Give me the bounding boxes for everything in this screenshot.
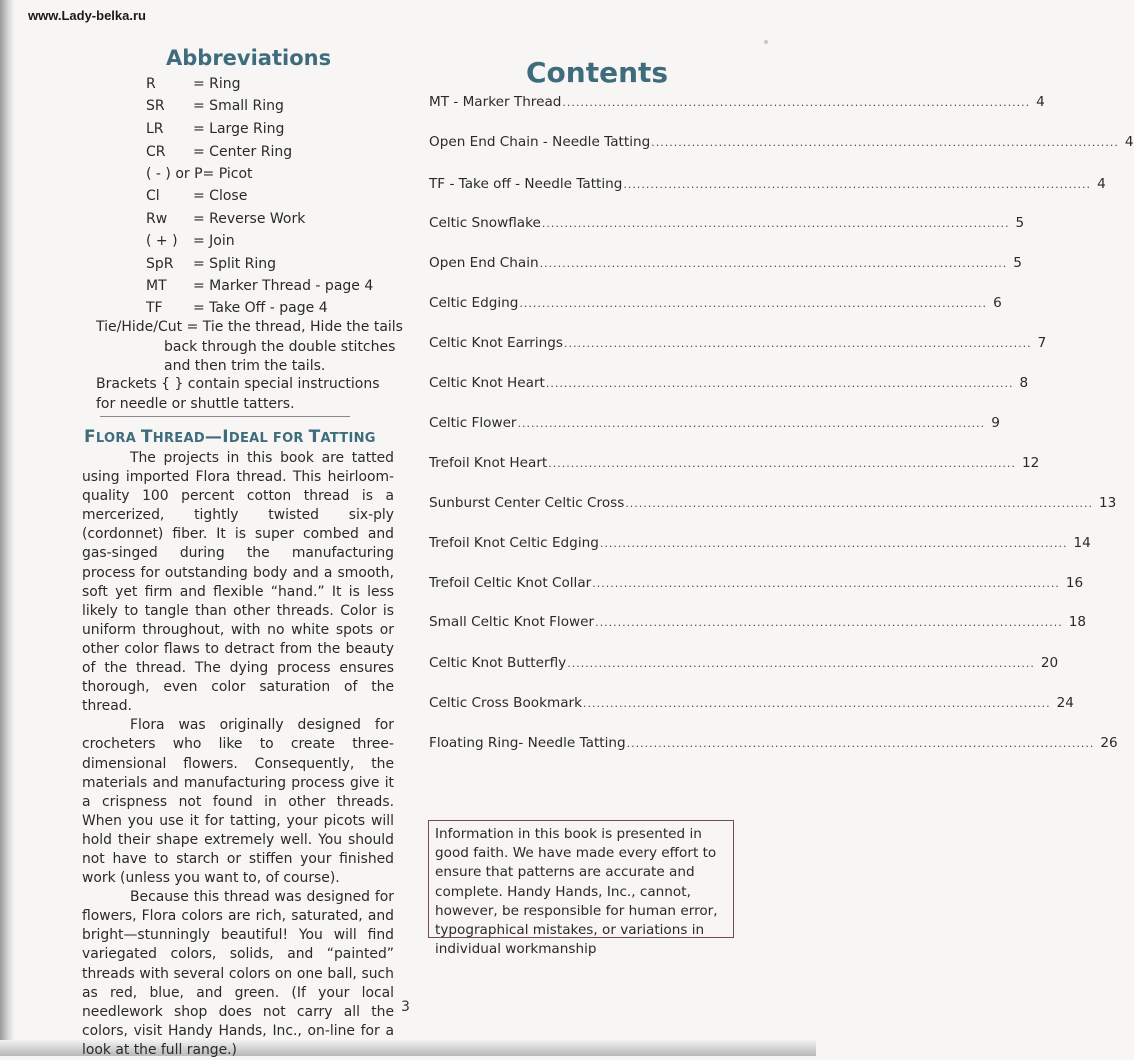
toc-leader-dots: ........................................................................................................: [625, 497, 1093, 510]
abbreviation-row: [146, 233, 235, 255]
toc-entry: [429, 134, 1134, 156]
toc-entry: [429, 255, 1022, 277]
flora-thread-body: [82, 449, 394, 1060]
tie-line: back through the double stitches: [164, 338, 396, 355]
abbreviation-code: CR: [146, 144, 166, 160]
toc-entry: [429, 695, 1074, 717]
tie-line: and then trim the tails.: [164, 358, 326, 374]
toc-entry-title: Celtic Snowflake: [429, 215, 541, 231]
abbreviation-row: [146, 98, 284, 120]
toc-leader-dots: ........................................................................................................: [562, 96, 1031, 109]
section-divider: [100, 416, 350, 417]
toc-entry-page: 24: [1056, 695, 1074, 711]
toc-entry: [429, 735, 1118, 757]
toc-leader-dots: ........................................................................................................: [623, 178, 1092, 191]
toc-entry-page: 4: [1036, 94, 1045, 110]
toc-leader-dots: ........................................................................................................: [541, 217, 1010, 230]
toc-entry-page: 16: [1065, 575, 1084, 591]
abbreviation-row: [146, 278, 373, 300]
abbreviation-meaning: = Reverse Work: [193, 211, 306, 227]
abbreviation-meaning: Picot: [218, 166, 253, 182]
toc-entry-title: Celtic Knot Earrings: [429, 335, 563, 351]
flora-thread-heading: [84, 427, 376, 447]
abbreviation-row: [146, 166, 253, 188]
abbreviation-meaning: = Take Off - page 4: [193, 300, 328, 316]
toc-entry-page: 13: [1098, 495, 1117, 511]
toc-entry-page: 8: [1019, 375, 1029, 391]
heading-part: DEAL FOR: [228, 431, 309, 446]
toc-leader-dots: ........................................................................................................: [517, 417, 986, 430]
abbreviation-row: [146, 76, 241, 98]
abbreviation-meaning: = Join: [193, 233, 235, 249]
toc-entry-page: 4: [1124, 134, 1134, 150]
toc-entry: [429, 335, 1047, 357]
abbreviation-code: ( + ): [146, 233, 178, 249]
toc-entry-page: 5: [1015, 215, 1025, 231]
toc-entry-title: Celtic Knot Butterfly: [429, 655, 567, 671]
toc-entry: [429, 215, 1025, 237]
toc-entry-title: Celtic Flower: [429, 415, 517, 431]
heading-part: ATTING: [320, 431, 376, 446]
abbreviation-code: TF: [146, 300, 163, 316]
abbreviation-row: [146, 188, 247, 210]
toc-entry-title: Celtic Edging: [429, 295, 519, 311]
abbreviation-code: Rw: [146, 211, 168, 227]
watermark-url: www.Lady-belka.ru: [28, 8, 146, 23]
page-number: 3: [401, 999, 410, 1015]
toc-leader-dots: ........................................................................................................: [592, 577, 1060, 590]
toc-leader-dots: ........................................................................................................: [564, 337, 1032, 350]
abbreviation-code: LR: [146, 121, 164, 137]
abbreviation-meaning: = Ring: [193, 76, 241, 92]
toc-leader-dots: ........................................................................................................: [651, 136, 1119, 149]
tie-line: Tie/Hide/Cut = Tie the thread, Hide the tails: [96, 319, 403, 335]
toc-entry-page: 4: [1097, 176, 1106, 192]
toc-leader-dots: ........................................................................................................: [567, 657, 1035, 670]
abbreviation-code: R: [146, 76, 156, 92]
heading-part: F: [84, 427, 96, 447]
toc-entry-title: MT - Marker Thread: [429, 94, 562, 110]
abbreviation-meaning: = Close: [193, 188, 248, 204]
toc-leader-dots: ........................................................................................................: [548, 457, 1016, 470]
toc-entry: [429, 614, 1087, 636]
abbreviation-meaning: = Split Ring: [193, 256, 277, 272]
abbreviations-title: Abbreviations: [166, 46, 332, 70]
toc-entry-title: Open End Chain: [429, 255, 539, 271]
toc-entry-page: 9: [991, 415, 1000, 431]
page-smudge: [764, 40, 768, 44]
toc-entry-page: 26: [1100, 735, 1118, 751]
toc-entry-title: Sunburst Center Celtic Cross: [429, 495, 625, 511]
toc-entry-page: 12: [1021, 455, 1040, 471]
toc-entry: [429, 94, 1045, 116]
abbreviation-row: [146, 211, 305, 233]
abbreviation-meaning: = Center Ring: [193, 144, 293, 160]
toc-entry: [429, 575, 1084, 597]
toc-entry-title: Open End Chain - Needle Tatting: [429, 134, 651, 150]
abbreviation-code: SpR: [146, 256, 174, 272]
abbreviation-row: [146, 144, 292, 166]
abbreviation-row: [146, 256, 276, 278]
toc-entry: [429, 375, 1029, 397]
heading-part: HREAD: [152, 431, 205, 446]
book-spine-shadow: [0, 0, 14, 1056]
toc-entry-page: 7: [1037, 335, 1047, 351]
abbreviation-meaning: = Large Ring: [193, 121, 285, 137]
abbreviation-meaning: = Marker Thread - page 4: [193, 278, 374, 294]
toc-entry-page: 18: [1068, 614, 1087, 630]
toc-entry-title: TF - Take off - Needle Tatting: [429, 176, 623, 192]
toc-leader-dots: ........................................................................................................: [599, 537, 1068, 550]
body-paragraph: Because this thread was designed for flowers, Flora colors are rich, saturated, and bright—stunningly beautiful! You will find variegated colors, solids, and “painted” threads with several colors on one ball, such as red, blue, and green. (If your local needlework shop does not carry all the colors, visit Handy Hands, Inc., on-line for a look at the full range.): [82, 889, 394, 1058]
toc-entry-title: Trefoil Knot Celtic Edging: [429, 535, 599, 551]
toc-entry-title: Celtic Cross Bookmark: [429, 695, 582, 711]
toc-leader-dots: ........................................................................................................: [626, 737, 1095, 750]
tie-hide-cut-note: [96, 318, 403, 377]
toc-leader-dots: ........................................................................................................: [582, 697, 1051, 710]
abbreviation-code: Cl: [146, 188, 160, 204]
abbreviation-code: SR: [146, 98, 165, 114]
toc-entry-title: Trefoil Celtic Knot Collar: [429, 575, 592, 591]
toc-entry: [429, 295, 1002, 317]
toc-entry-title: Floating Ring- Needle Tatting: [429, 735, 626, 751]
toc-entry-page: 6: [993, 295, 1002, 311]
toc-entry: [429, 535, 1091, 557]
toc-entry: [429, 176, 1106, 198]
heading-part: T: [308, 427, 321, 447]
toc-leader-dots: ........................................................................................................: [545, 377, 1014, 390]
abbreviation-code: ( - ) or P=: [146, 166, 215, 182]
heading-part: —I: [204, 427, 229, 447]
body-paragraph: The projects in this book are tatted using imported Flora thread. This heirloom-quality 100 percent cotton thread is a mercerized, tightly twisted six-ply (cordonnet) fiber. It is super combed and gas-singed during the manufacturing process for outstanding body and a smooth, soft yet firm and flexible “hand.” It is less likely to tangle than other threads. Color is uniform throughout, with no white spots or other color flaws to detract from the beauty of the thread. The dying process ensures thorough, even color saturation of the thread.: [82, 450, 394, 715]
toc-entry: [429, 655, 1059, 677]
toc-entry-title: Small Celtic Knot Flower: [429, 614, 595, 630]
heading-part: LORA: [95, 431, 141, 446]
toc-leader-dots: ........................................................................................................: [539, 257, 1008, 270]
disclaimer-box: Information in this book is presented in good faith. We have made every effort to ensure that patterns are accurate and complete. Handy Hands, Inc., cannot, however, be responsible for human error, typographical mistakes, or variations in individual workmanship: [428, 820, 734, 938]
toc-entry-page: 20: [1040, 655, 1059, 671]
abbreviation-code: MT: [146, 278, 167, 294]
abbreviation-row: [146, 121, 284, 143]
body-paragraph: Flora was originally designed for crocheters who like to create three-dimensional flowers. Consequently, the materials and manufacturing process give it a crispness not found in other threads. When you use it for tatting, your picots will hold their shape extremely well. You should not have to starch or stiffen your finished work (unless you want to, of course).: [82, 717, 394, 887]
toc-leader-dots: ........................................................................................................: [519, 297, 988, 310]
toc-leader-dots: ........................................................................................................: [595, 616, 1063, 629]
toc-entry-page: 14: [1073, 535, 1091, 551]
contents-title: Contents: [526, 56, 669, 89]
toc-entry: [429, 455, 1040, 477]
heading-part: T: [140, 427, 153, 447]
abbreviation-meaning: = Small Ring: [193, 98, 284, 114]
brackets-note: Brackets { } contain special instructions for needle or shuttle tatters.: [96, 376, 380, 412]
toc-entry-page: 5: [1013, 255, 1022, 271]
toc-entry: [429, 495, 1117, 517]
toc-entry: [429, 415, 1000, 437]
toc-entry-title: Celtic Knot Heart: [429, 375, 545, 391]
toc-entry-title: Trefoil Knot Heart: [429, 455, 548, 471]
